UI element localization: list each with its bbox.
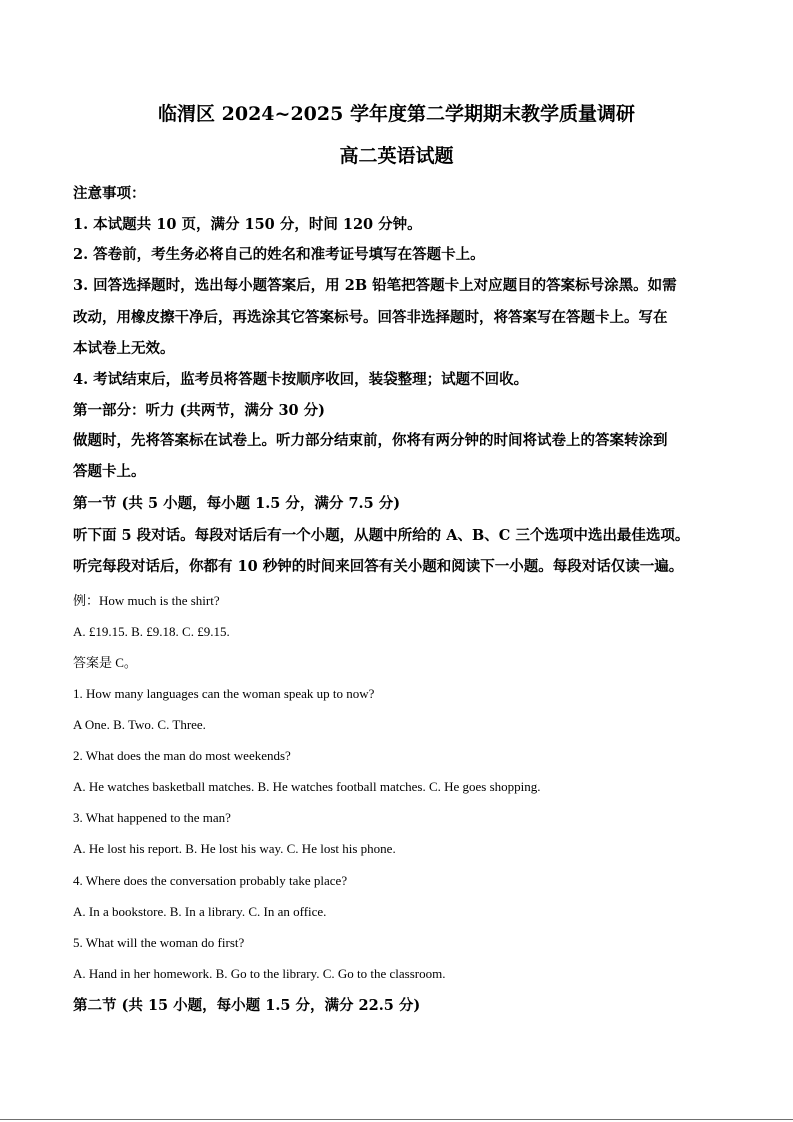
question-3: 3. What happened to the man?: [73, 810, 231, 825]
notice-item-3-line-2: 改动，用橡皮擦干净后，再选涂其它答案标号。回答非选择题时，将答案写在答题卡上。写在: [73, 309, 668, 326]
notice-item-2: 2. 答卷前，考生务必将自己的姓名和准考证号填写在答题卡上。: [73, 246, 485, 263]
notice-item-3-line-3: 本试卷上无效。: [73, 340, 175, 357]
page-bottom-rule: [0, 1119, 793, 1120]
question-5: 5. What will the woman do first?: [73, 935, 245, 950]
example-question: 例：How much is the shirt?: [73, 593, 220, 608]
notice-item-3-line-1: 3. 回答选择题时，选出每小题答案后，用 2B 铅笔把答题卡上对应题目的答案标号涂黑。如需: [73, 277, 677, 294]
question-4-options: A. In a bookstore. B. In a library. C. In an office.: [73, 904, 327, 919]
question-4: 4. Where does the conversation probably take place?: [73, 873, 348, 888]
question-5-options: A. Hand in her homework. B. Go to the library. C. Go to the classroom.: [73, 966, 446, 981]
section1-instruction-line-1: 听下面 5 段对话。每段对话后有一个小题，从题中所给的 A、B、C 三个选项中选出最佳选项。: [73, 527, 690, 544]
notice-item-1: 1. 本试题共 10 页，满分 150 分，时间 120 分钟。: [73, 216, 422, 233]
exam-subtitle: 高二英语试题: [339, 145, 454, 167]
question-1: 1. How many languages can the woman speak up to now?: [73, 686, 375, 701]
example-options: A. £19.15. B. £9.18. C. £9.15.: [73, 624, 230, 639]
question-3-options: A. He lost his report. B. He lost his way. C. He lost his phone.: [73, 841, 396, 856]
part1-heading: 第一部分：听力 (共两节，满分 30 分): [73, 402, 326, 419]
section1-instruction-line-2: 听完每段对话后，你都有 10 秒钟的时间来回答有关小题和阅读下一小题。每段对话仅读一遍。: [73, 558, 684, 575]
section1-heading: 第一节 (共 5 小题，每小题 1.5 分，满分 7.5 分): [73, 495, 401, 512]
section2-heading: 第二节 (共 15 小题，每小题 1.5 分，满分 22.5 分): [73, 997, 421, 1014]
question-1-options: A One. B. Two. C. Three.: [73, 717, 206, 732]
part1-instruction-line-1: 做题时，先将答案标在试卷上。听力部分结束前，你将有两分钟的时间将试卷上的答案转涂到: [73, 432, 668, 449]
question-2-options: A. He watches basketball matches. B. He watches football matches. C. He goes shopping.: [73, 779, 541, 794]
exam-title: 临渭区 2024~2025 学年度第二学期期末教学质量调研: [158, 103, 635, 125]
part1-instruction-line-2: 答题卡上。: [73, 463, 146, 480]
notice-item-4: 4. 考试结束后，监考员将答题卡按顺序收回，装袋整理；试题不回收。: [73, 371, 529, 388]
notice-heading: 注意事项：: [73, 185, 146, 202]
example-answer: 答案是 C。: [73, 655, 137, 670]
question-2: 2. What does the man do most weekends?: [73, 748, 291, 763]
